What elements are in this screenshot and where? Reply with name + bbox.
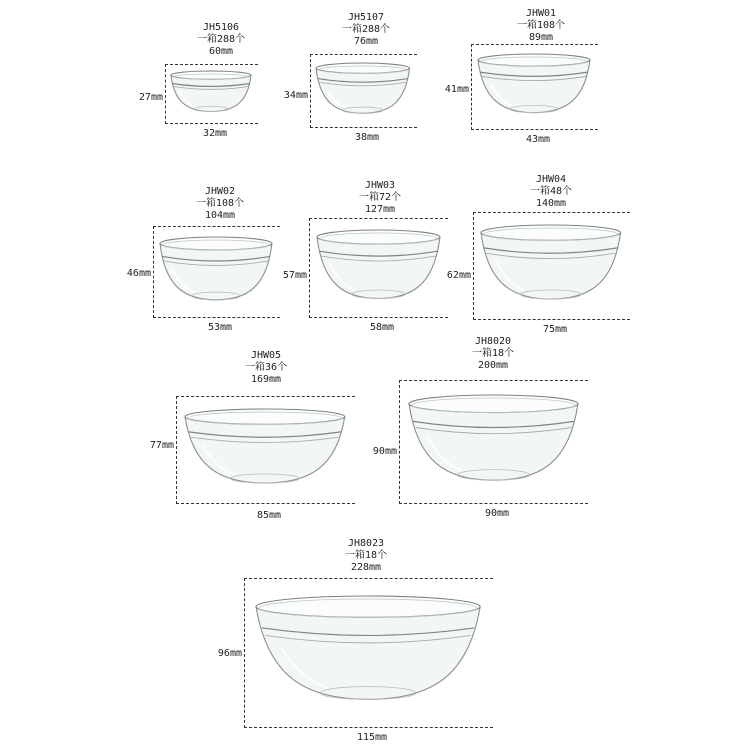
model-label: JHW03 (364, 180, 396, 191)
per-box-label: 一箱48个 (529, 186, 573, 197)
model-label: JHW01 (525, 8, 557, 19)
base-diameter-label: 90mm (484, 508, 510, 519)
base-diameter-label: 38mm (354, 132, 380, 143)
glass-bowl-image (315, 230, 442, 301)
diameter-label: 127mm (364, 204, 396, 215)
glass-bowl-image (158, 237, 274, 302)
height-label: 46mm (126, 268, 151, 279)
glass-bowl-image (314, 63, 412, 115)
per-box-label: 一箱108个 (516, 20, 566, 31)
glass-bowl-image (169, 71, 253, 113)
diameter-label: 169mm (250, 374, 282, 385)
glass-bowl-image (407, 395, 580, 483)
diameter-label: 76mm (353, 36, 379, 47)
diameter-label: 104mm (204, 210, 236, 221)
base-diameter-label: 32mm (202, 128, 228, 139)
base-diameter-label: 75mm (542, 324, 568, 335)
model-label: JH8020 (474, 336, 512, 347)
diameter-label: 140mm (535, 198, 567, 209)
base-diameter-label: 58mm (369, 322, 395, 333)
per-box-label: 一箱108个 (195, 198, 245, 209)
model-label: JHW05 (250, 350, 282, 361)
height-label: 27mm (138, 92, 163, 103)
height-label: 77mm (149, 440, 174, 451)
model-label: JHW04 (535, 174, 567, 185)
model-label: JH5107 (347, 12, 385, 23)
model-label: JHW02 (204, 186, 236, 197)
height-label: 90mm (372, 446, 397, 457)
glass-bowl-image (476, 54, 592, 114)
model-label: JH5106 (202, 22, 240, 33)
per-box-label: 一箱288个 (341, 24, 391, 35)
glass-bowl-image (479, 225, 623, 301)
per-box-label: 一箱18个 (471, 348, 515, 359)
height-label: 96mm (217, 648, 242, 659)
per-box-label: 一箱72个 (358, 192, 402, 203)
diameter-label: 89mm (528, 32, 554, 43)
height-label: 34mm (283, 90, 308, 101)
diameter-label: 228mm (350, 562, 382, 573)
model-label: JH8023 (347, 538, 385, 549)
per-box-label: 一箱36个 (244, 362, 288, 373)
base-diameter-label: 115mm (356, 732, 388, 743)
height-label: 57mm (282, 270, 307, 281)
per-box-label: 一箱288个 (196, 34, 246, 45)
glass-bowl-image (254, 596, 482, 703)
base-diameter-label: 85mm (256, 510, 282, 521)
base-diameter-label: 53mm (207, 322, 233, 333)
per-box-label: 一箱18个 (344, 550, 388, 561)
diameter-label: 200mm (477, 360, 509, 371)
glass-bowl-image (183, 409, 347, 485)
height-label: 62mm (446, 270, 471, 281)
height-label: 41mm (444, 84, 469, 95)
base-diameter-label: 43mm (525, 134, 551, 145)
diameter-label: 60mm (208, 46, 234, 57)
